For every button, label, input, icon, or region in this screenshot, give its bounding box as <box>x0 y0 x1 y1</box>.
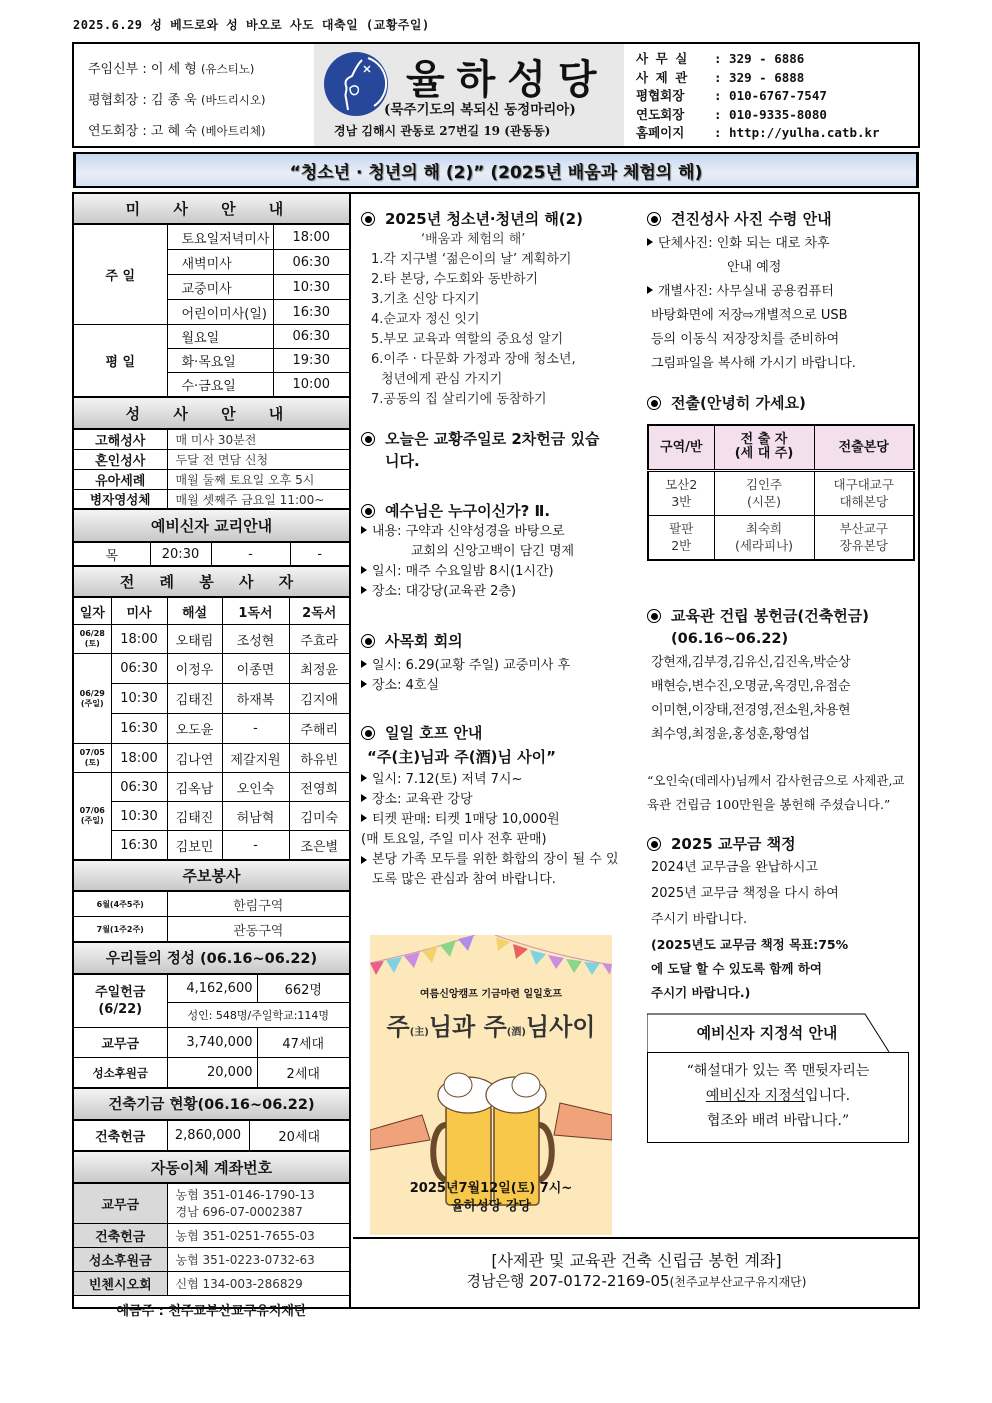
staff-pastor: 주임신부 : 이 세 형 (유스티노) <box>88 62 255 77</box>
ministers-header-row: 일자 미사 해설 1독서 2독서 <box>74 598 349 625</box>
table-row: 10:30 김태진 허남혁 김미숙 <box>74 802 349 831</box>
farewell-heading: 전출(안녕히 가세요) <box>647 392 915 414</box>
triangle-bullet-icon <box>361 856 367 864</box>
theme-banner: “청소년 · 청년의 해 (2)” (2025년 배움과 체험의 해) <box>73 152 919 188</box>
donor-names: 강현재,김부경,김유신,김진옥,박순상 배현승,변수진,오명균,옥경민,유점순 이미현,이장태,전경영,전소원,차용현 최수영,최정윤,홍성훈,황영섭 <box>651 655 851 742</box>
ministers-title: 전 례 봉 사 자 <box>74 566 349 597</box>
triangle-bullet-icon <box>361 680 367 688</box>
church-patron: (묵주기도의 복되신 동정마리아) <box>384 102 576 118</box>
table-row: 06/28 (토) 18:00 오태림 조성현 주효라 <box>74 625 349 654</box>
radio-bullet-icon <box>361 726 375 740</box>
poster-date: 2025년7월12일(토) 7시~ <box>409 1181 573 1196</box>
table-row: 팔판 2반 최숙희 (세라피나) 부산교구 장유본당 <box>648 515 914 560</box>
triangle-bullet-icon <box>361 526 367 534</box>
contact-office: 사 무 실 : 329 - 6886 <box>636 51 805 66</box>
church-address: 경남 김해시 관동로 27번길 19 (관동동) <box>334 124 551 138</box>
who-is-jesus-heading: 예수님은 누구이신가? Ⅱ. <box>361 500 631 522</box>
notices-column-right: 견진성사 사진 수령 안내 단체사진: 인화 되는 대로 차후 안내 예정 개별사진: 사무실내 공용컴퓨터 바탕화면에 저장⇨개별적으로 USB 등의 이동식 저장장치를 준비하여 그림파일을 복사해 가시기 바랍니다. 전출(안녕히 가세요) 구역/반 전 출 자 (세 대 주) 전출본당 모산2 3반 김인주 (시몬) 대구대교구 대해본당 팔판 2반 최숙희 (세라피나) 부산교구 장유본당 교육관 건립 봉헌금(건축헌금) (06.16~06.22) 강현재,김부경,김유신,김진옥,박순상 배현승,변수진,오명균,옥경민,유점순 이미현,이장태,전경영,전소원,차용현 최수영,최정윤,홍성훈,황영섭 “오인숙(데레사)님께서 감사헌금으로 사제관,교육관 건립금 100만원을 봉헌해 주셨습니다.” 2025 교무금 책정 2024년 교무금을 완납하시고 2025년 교무금 책정을 다시 하여 주시기 바랍니다. (2025년도 교무금 책정 목표:75% 에 도달 할 수 있도록 함께 하여 주시기 바랍니다.) 예비신자 지정석 안내 “해설대가 있는 쪽 맨뒷자리는 예비신자 지정석입니다. 협조와 배려 바랍니다.” <box>647 208 915 1143</box>
church-title-block <box>314 44 624 146</box>
reserved-seats-box: 예비신자 지정석 안내 “해설대가 있는 쪽 맨뒷자리는 예비신자 지정석입니다. 협조와 배려 바랍니다.” <box>647 1013 909 1143</box>
triangle-bullet-icon <box>647 286 653 294</box>
building-fund-title: 건축기금 현황(06.16~06.22) <box>74 1088 349 1120</box>
table-row: 07/06 (주일) 06:30 김옥남 오인숙 전영희 <box>74 773 349 802</box>
church-logo-icon <box>324 52 388 116</box>
radio-bullet-icon <box>361 634 375 648</box>
contact-rectory: 사 제 관 : 329 - 6888 <box>636 69 805 85</box>
catechumen-table: 목 20:30 - - <box>74 542 349 566</box>
contact-prayer: 연도회장 : 010-9335-8080 <box>636 106 827 122</box>
ministers-table <box>74 597 349 860</box>
bulletin-service-title: 주보봉사 <box>74 860 349 891</box>
radio-bullet-icon <box>361 504 375 518</box>
table-row: 06/29 (주일) 06:30 이정우 이종면 최정윤 <box>74 654 349 684</box>
second-collection-heading: 오늘은 교황주일로 2차헌금 있습니다. <box>361 428 631 472</box>
table-row: 16:30 오도윤 - 주해리 <box>74 714 349 744</box>
donation-thanks: “오인숙(데레사)님께서 감사헌금으로 사제관,교육관 건립금 100만원을 봉헌해 주셨습니다.” <box>647 773 905 812</box>
notices-column-middle: 2025년 청소년·청년의 해(2) ‘배움과 체험의 해’ 1.각 지구별 ‘젊은이의 날’ 계획하기 2.타 본당, 수도회와 동반하기 3.기초 신앙 다지기 4.순교자 정신 잇기 5.부모 교육과 역할의 중요성 알기 6.이주 · 다문화 가정과 장애 청소년, 청년에게 관심 가지기 7.공동의 집 살리기에 동참하기 오늘은 교황주일로 2차헌금 있습니다. 예수님은 누구이신가? Ⅱ. 내용: 구약과 신약성경을 바탕으로 교회의 신앙고백이 담긴 명제 일시: 매주 수요일밤 8시(1시간) 장소: 대강당(교육관 2층) 사목회 회의 일시: 6.29(교황 주일) 교중미사 후 장소: 4호실 일일 호프 안내 “주(主)님과 주(酒)님 사이” 일시: 7.12(토) 저녁 7시~ 장소: 교육관 강당 티켓 판매: 티켓 1매당 10,000원 (매 토요일, 주일 미사 전후 판매) 본당 가족 모두를 위한 화합의 장이 될 수 있도록 많은 관심과 참여 바랍니다. <box>361 208 631 890</box>
radio-bullet-icon <box>647 837 661 851</box>
building-account-box: [사제관 및 교육관 건축 신립금 봉헌 계좌] 경남은행 207-0172-2169-05(천주교부산교구유지재단) <box>353 1237 920 1309</box>
triangle-bullet-icon <box>361 794 367 802</box>
farewell-table: 구역/반 전 출 자 (세 대 주) 전출본당 모산2 3반 김인주 (시몬) 대구대교구 대해본당 팔판 2반 최숙희 (세라피나) 부산교구 장유본당 <box>647 424 915 561</box>
poster-caption: 여름신앙캠프 기금마련 일일호프 <box>419 989 563 1000</box>
dues-2025-heading: 2025 교무금 책정 <box>647 833 915 855</box>
building-fund-table: 건축헌금 2,860,000 20세대 <box>74 1120 349 1151</box>
triangle-bullet-icon <box>361 586 367 594</box>
confirmation-photos-heading: 견진성사 사진 수령 안내 <box>647 208 915 230</box>
staff-prayer-president: 연도회장 : 고 혜 숙 (베아트리체) <box>88 124 266 139</box>
table-row: 10:30 김태진 하재복 김지애 <box>74 684 349 714</box>
account-holder: 예금주 : 천주교부산교구유지재단 <box>74 1296 349 1323</box>
contact-council: 평협회장 : 010-6767-7547 <box>636 88 827 103</box>
triangle-bullet-icon <box>647 238 653 246</box>
radio-bullet-icon <box>647 609 661 623</box>
triangle-bullet-icon <box>361 774 367 782</box>
bulletin-service-table: 6월(4주5주) 한림구역 7월(1주2주) 관동구역 <box>74 891 349 942</box>
offerings-title: 우리들의 정성 (06.16~06.22) <box>74 942 349 974</box>
sacraments-title: 성 사 안 내 <box>74 397 349 429</box>
catechumen-title: 예비신자 교리안내 <box>74 509 349 542</box>
education-hall-heading: 교육관 건립 봉헌금(건축헌금) <box>647 605 915 627</box>
radio-bullet-icon <box>361 432 375 446</box>
staff-council-president: 평협회장 : 김 종 욱 (바드리시오) <box>88 93 266 108</box>
mass-schedule-table: 주 일 토요일저녁미사 18:00 새벽미사 06:30 교중미사 10:30 어린이미사(일) 16:30 평 일 월요일 06:30 화·목요일 19:30 수·금요일 10:00 <box>74 224 349 397</box>
triangle-bullet-icon <box>361 660 367 668</box>
youth-year-heading: 2025년 청소년·청년의 해(2) <box>361 208 631 230</box>
table-row: 07/05 (토) 18:00 김나연 제갈지원 하유빈 <box>74 744 349 773</box>
table-row: 모산2 3반 김인주 (시몬) 대구대교구 대해본당 <box>648 470 914 515</box>
radio-bullet-icon <box>361 212 375 226</box>
triangle-bullet-icon <box>361 814 367 822</box>
youth-year-list: 1.각 지구별 ‘젊은이의 날’ 계획하기 2.타 본당, 수도회와 동반하기 3.기초 신앙 다지기 4.순교자 정신 잇기 5.부모 교육과 역할의 중요성 알기 6.이주 · 다문화 가정과 장애 청소년, 청년에게 관심 가지기 7.공동의 집 살리기에 동참하기 <box>371 252 576 407</box>
auto-transfer-table: 교무금 농협 351-0146-1790-13 경남 696-07-0002387 건축헌금 농협 351-0251-7655-03 성소후원금 농협 351-0223-0732-63 빈첸시오회 신협 134-003-286829 예금주 : 천주교부산교구유지재단 <box>74 1183 349 1323</box>
radio-bullet-icon <box>647 396 661 410</box>
contact-list <box>624 44 918 146</box>
bulletin-date-line: 2025.6.29 성 베드로와 성 바오로 사도 대축일 (교황주일) <box>73 18 430 32</box>
church-name: 율하성당 <box>406 57 609 103</box>
notices-pane <box>353 194 920 1307</box>
pastoral-meeting-heading: 사목회 회의 <box>361 630 631 652</box>
poster-headline: 주(主)님과 주(酒)님사이 <box>386 1013 596 1041</box>
auto-transfer-title: 자동이체 계좌번호 <box>74 1151 349 1183</box>
pub-poster-image <box>370 935 612 1235</box>
contact-homepage[interactable]: 홈페이지 : http://yulha.catb.kr <box>636 125 880 140</box>
bulletin-header <box>72 42 920 148</box>
reserved-seats-title: 예비신자 지정석 안내 <box>696 1024 838 1042</box>
radio-bullet-icon <box>647 212 661 226</box>
mass-schedule-title: 미 사 안 내 <box>74 194 349 224</box>
poster-venue: 율하성당 강당 <box>451 1199 531 1214</box>
offerings-table: 주일헌금 (6/22) 4,162,600 662명 성인: 548명/주일학교:114명 교무금 3,740,000 47세대 성소후원금 20,000 2세대 <box>74 974 349 1088</box>
table-row: 16:30 김보민 - 조은별 <box>74 831 349 860</box>
pub-slogan: “주(主)님과 주(酒)님 사이” <box>367 748 557 766</box>
left-column <box>74 194 351 1319</box>
staff-list <box>74 44 314 146</box>
bulletin-body <box>72 192 920 1319</box>
sacraments-table: 고해성사 매 미사 30분전 혼인성사 두달 전 면담 신청 유아세례 매월 둘째 토요일 오후 5시 병자영성체 매월 셋째주 금요일 11:00~ <box>74 429 349 509</box>
triangle-bullet-icon <box>361 566 367 574</box>
pub-heading: 일일 호프 안내 <box>361 722 631 744</box>
